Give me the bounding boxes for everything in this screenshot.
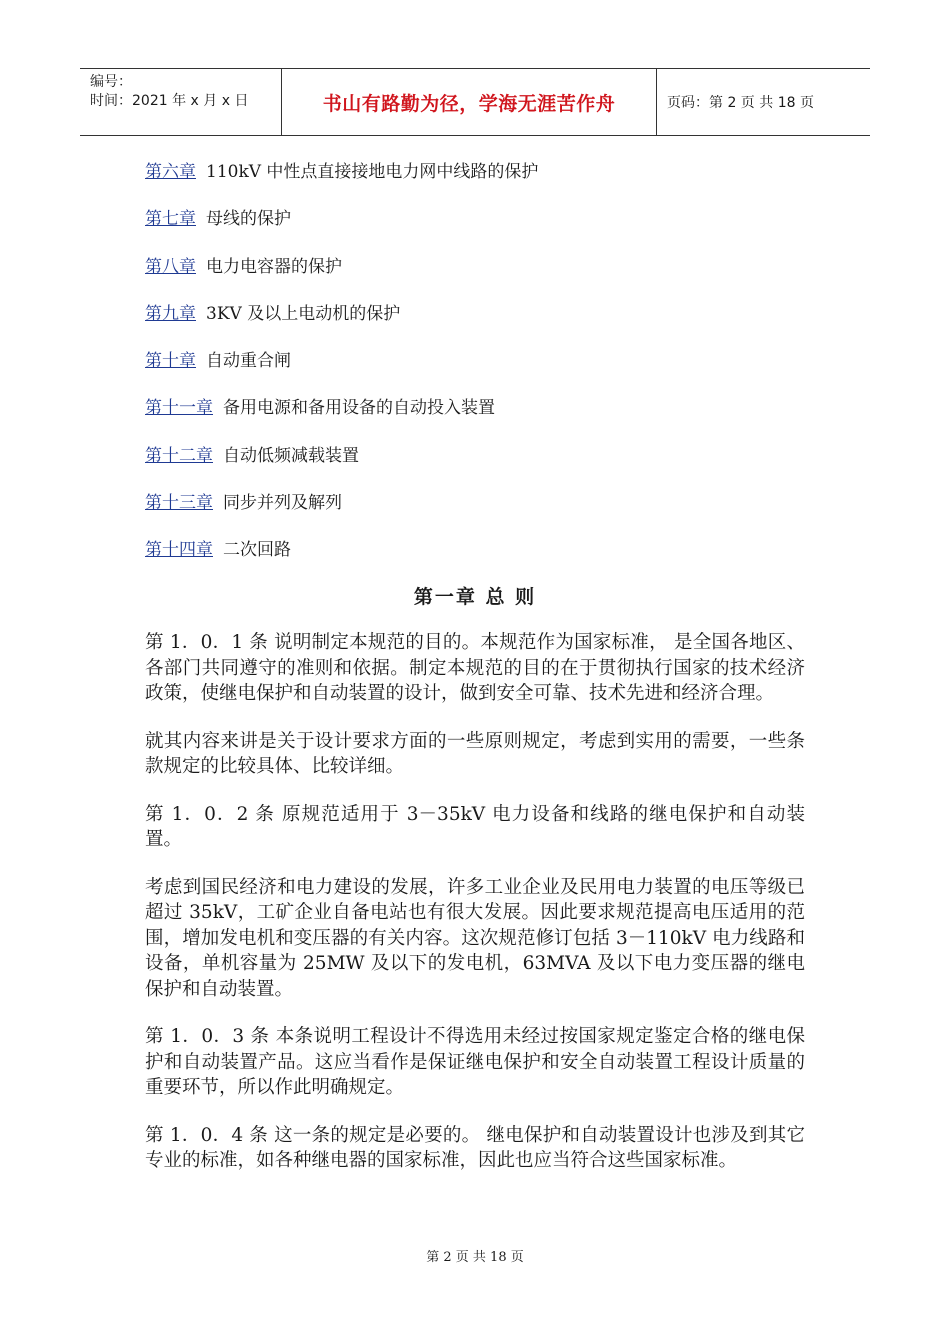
toc-item xyxy=(145,489,845,536)
toc-link[interactable]: 第九章 xyxy=(145,303,196,324)
toc-title: 自动重合闸 xyxy=(206,351,291,372)
toc-link[interactable]: 第八章 xyxy=(145,256,196,277)
paragraph: 就其内容来讲是关于设计要求方面的一些原则规定，考虑到实用的需要，一些条款规定的比较具体、比较详细。 xyxy=(145,730,805,777)
header-motto: 书山有路勤为径，学海无涯苦作舟 xyxy=(282,69,657,135)
toc-item xyxy=(145,442,845,489)
table-of-contents xyxy=(145,158,845,584)
toc-link[interactable]: 第六章 xyxy=(145,162,196,182)
toc-link[interactable]: 第十章 xyxy=(145,351,196,372)
toc-title: 电力电容器的保护 xyxy=(206,256,342,277)
toc-item xyxy=(145,536,845,583)
document-number-label: 编号： xyxy=(90,74,132,90)
toc-item xyxy=(145,205,845,252)
toc-title: 110kV 中性点直接接地电力网中线路的保护 xyxy=(206,162,539,182)
header-page-info: 页码：第 2 页 共 18 页 xyxy=(667,95,814,111)
paragraph: 第 1．0．4 条 这一条的规定是必要的。 继电保护和自动装置设计也涉及到其它专业的标准，如各种继电器的国家标准，因此也应当符合这些国家标准。 xyxy=(145,1124,805,1171)
toc-link[interactable]: 第十四章 xyxy=(145,540,213,561)
body-text xyxy=(145,630,805,1196)
toc-link[interactable]: 第十二章 xyxy=(145,445,213,466)
toc-item xyxy=(145,158,845,205)
toc-title: 备用电源和备用设备的自动投入装置 xyxy=(223,398,495,419)
toc-link[interactable]: 第七章 xyxy=(145,209,196,230)
toc-title: 二次回路 xyxy=(223,540,291,561)
paragraph: 第 1．0．1 条 说明制定本规范的目的。本规范作为国家标准， 是全国各地区、各部门共同遵守的准则和依据。制定本规范的目的在于贯彻执行国家的技术经济政策，使继电保护和自动装置的设计，做到安全可靠、技术先进和经济合理。 xyxy=(145,632,805,704)
paragraph: 第 1．0．3 条 本条说明工程设计不得选用未经过按国家规定鉴定合格的继电保护和自动装置产品。这应当看作是保证继电保护和安全自动装置工程设计质量的重要环节，所以作此明确规定。 xyxy=(145,1026,805,1098)
toc-item xyxy=(145,300,845,347)
page-header xyxy=(80,68,870,136)
toc-link[interactable]: 第十一章 xyxy=(145,398,213,419)
document-date: 时间：2021 年 x 月 x 日 xyxy=(90,93,249,109)
toc-title: 3KV 及以上电动机的保护 xyxy=(206,303,401,324)
toc-item xyxy=(145,394,845,441)
header-meta xyxy=(80,69,282,135)
toc-item xyxy=(145,253,845,300)
toc-item xyxy=(145,347,845,394)
page-footer: 第 2 页 共 18 页 xyxy=(426,1250,524,1265)
toc-title: 母线的保护 xyxy=(206,209,291,230)
paragraph: 第 1．0．2 条 原规范适用于 3－35kV 电力设备和线路的继电保护和自动装置。 xyxy=(145,803,805,850)
toc-link[interactable]: 第十三章 xyxy=(145,493,213,514)
paragraph: 考虑到国民经济和电力建设的发展，许多工业企业及民用电力装置的电压等级已超过 35kV，工矿企业自备电站也有很大发展。因此要求规范提高电压适用的范围，增加发电机和变压器的有关内容。这次规范修订包括 3－110kV 电力线路和设备，单机容量为 25MW 及以下的发电机，63MVA 及以下电力变压器的继电保护和自动装置。 xyxy=(145,876,805,1000)
toc-title: 自动低频减载装置 xyxy=(223,445,359,466)
toc-title: 同步并列及解列 xyxy=(223,493,342,514)
chapter-title: 第一章 总 则 xyxy=(413,586,537,608)
